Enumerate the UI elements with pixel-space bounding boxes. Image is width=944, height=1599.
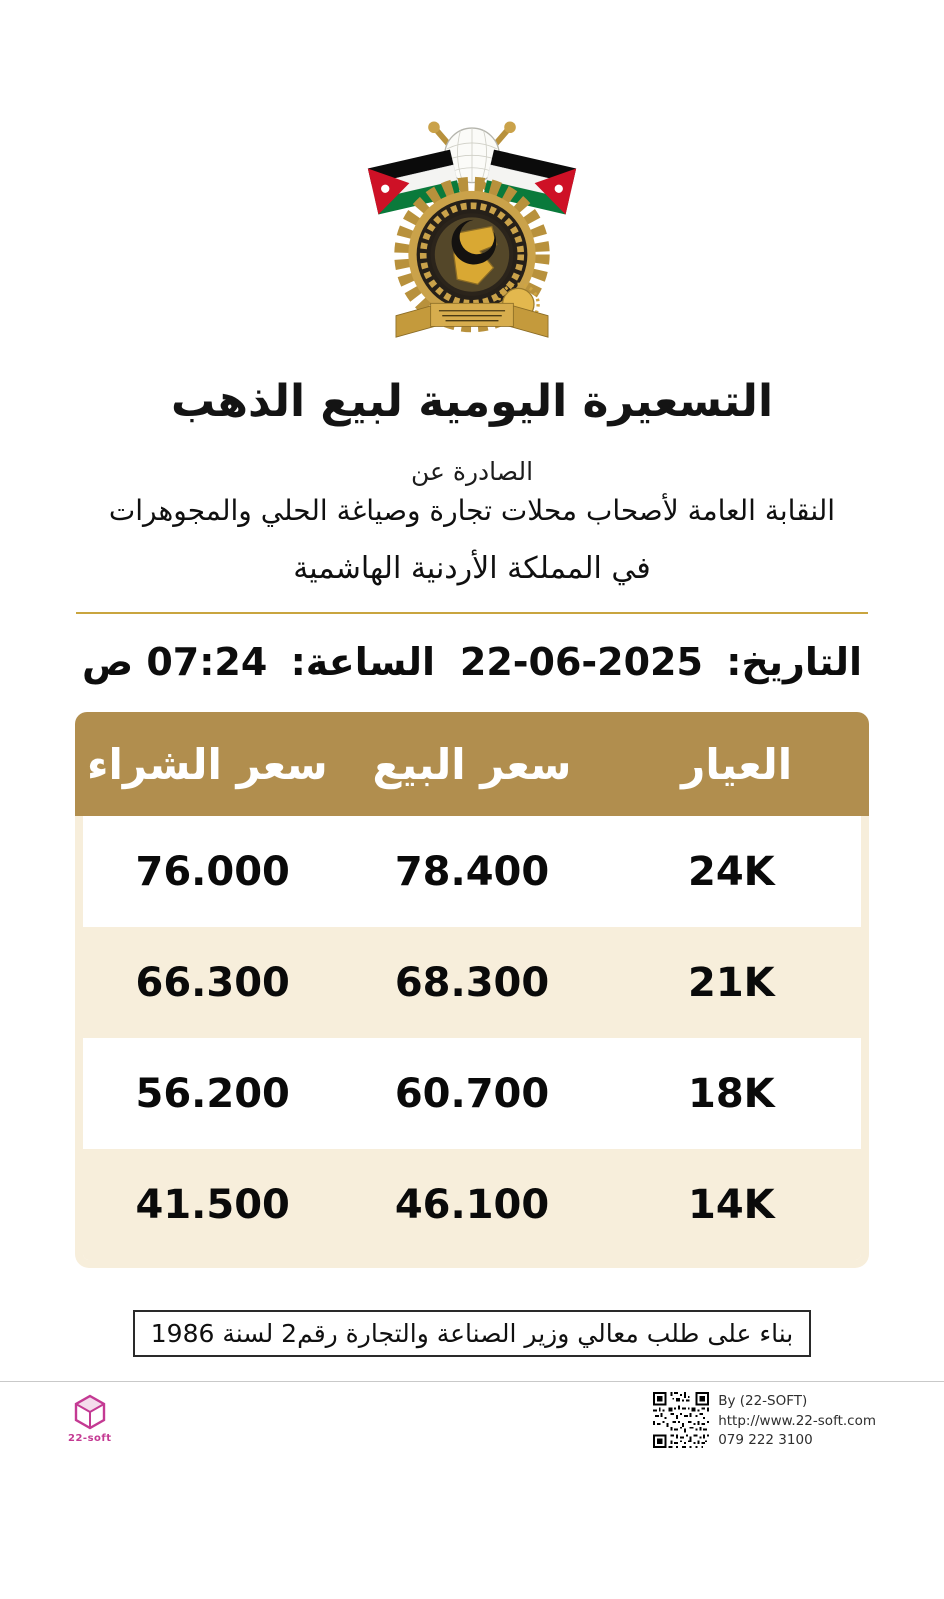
karat-value: 18K	[688, 1070, 775, 1117]
date-time-row	[0, 640, 944, 684]
table-row-21k	[83, 927, 861, 1038]
table-row-14k	[83, 1149, 861, 1260]
credit-text-block	[718, 1392, 876, 1451]
time-label: الساعة:	[290, 640, 435, 684]
brand-name: 22-soft	[68, 1433, 112, 1444]
legal-note: بناء على طلب معالي وزير الصناعة والتجارة رقم2 لسنة 1986	[133, 1310, 811, 1357]
credit-by: By (22-SOFT)	[718, 1393, 808, 1409]
buy-price-value: 41.500	[135, 1181, 290, 1228]
date-field	[460, 640, 862, 684]
credit-url: http://www.22-soft.com	[718, 1412, 876, 1429]
buy-price-value: 76.000	[135, 848, 290, 895]
buy-price-value: 66.300	[135, 959, 290, 1006]
karat-value: 24K	[688, 848, 775, 895]
karat-value: 14K	[688, 1181, 775, 1228]
table-row-18k	[83, 1038, 861, 1149]
gold-price-table	[75, 712, 869, 1268]
brand-logo-block	[68, 1392, 112, 1444]
gold-divider	[76, 612, 868, 614]
table-row-24k	[83, 816, 861, 927]
table-body	[75, 816, 869, 1268]
logo-container	[0, 0, 944, 364]
header-sell-price: سعر البيع	[372, 739, 572, 789]
cube-logo-icon	[69, 1392, 111, 1432]
syndicate-emblem-logo	[348, 112, 596, 364]
page-title: التسعيرة اليومية لبيع الذهب	[170, 376, 774, 427]
footer	[0, 1382, 944, 1451]
qr-code-icon	[653, 1392, 709, 1448]
date-label: التاريخ:	[726, 640, 862, 684]
karat-value: 21K	[688, 959, 775, 1006]
sell-price-value: 68.300	[394, 959, 550, 1006]
credits-block	[653, 1392, 876, 1451]
header-buy-price: سعر الشراء	[86, 739, 328, 789]
country-line: في المملكة الأردنية الهاشمية	[293, 551, 651, 586]
date-value: 22-06-2025	[459, 640, 703, 684]
credit-phone: 079 222 3100	[718, 1432, 813, 1449]
issued-by-label: الصادرة عن	[410, 457, 534, 486]
buy-price-value: 56.200	[135, 1070, 290, 1117]
sell-price-value: 60.700	[394, 1070, 550, 1117]
sell-price-value: 46.100	[394, 1181, 550, 1228]
time-field	[82, 640, 435, 684]
sell-price-value: 78.400	[394, 848, 550, 895]
time-value: 07:24 ص	[82, 640, 268, 684]
table-header-row	[75, 712, 869, 816]
issuer-name: النقابة العامة لأصحاب محلات تجارة وصياغة الحلي والمجوهرات	[108, 494, 836, 527]
header-karat: العيار	[681, 739, 793, 789]
